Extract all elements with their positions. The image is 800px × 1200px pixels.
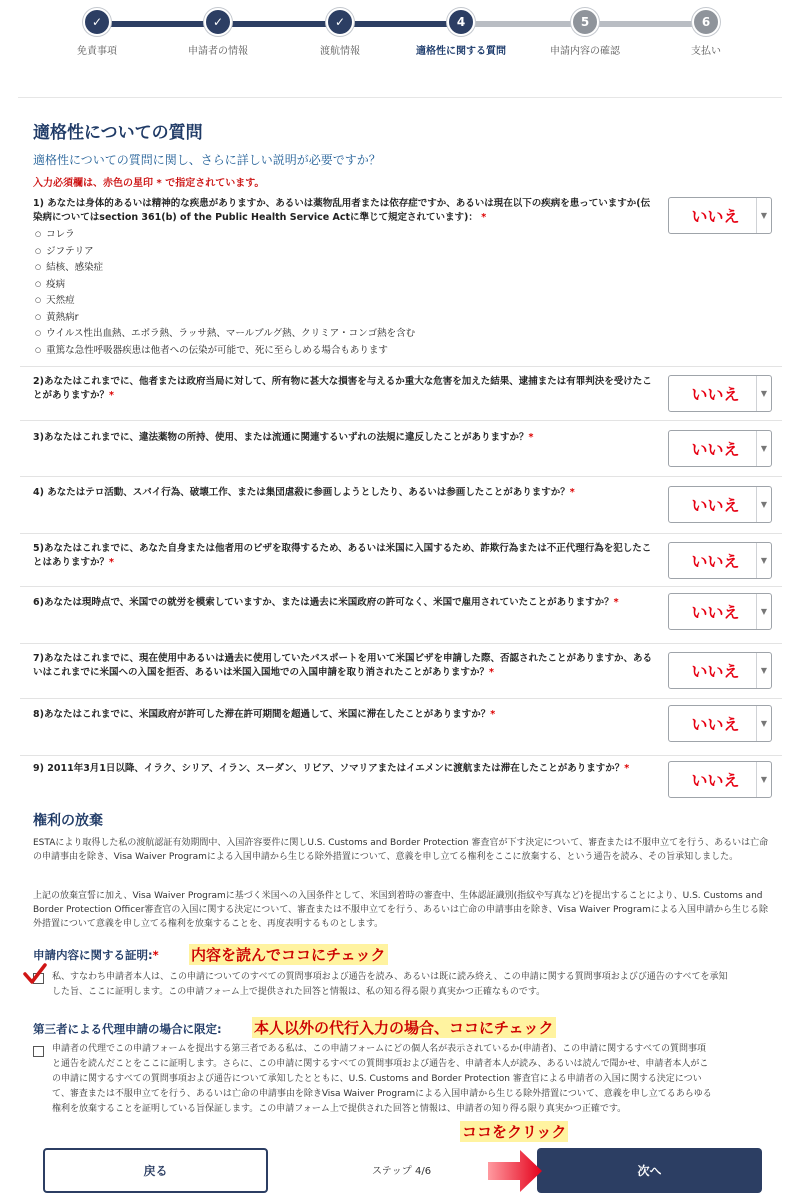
question-3: [33, 431, 658, 445]
disease-list: [33, 227, 658, 359]
divider: [20, 698, 782, 699]
question-text: 9) 2011年3月1日以降、イラク、シリア、イラン、スーダン、リビア、ソマリアまたはイエメンに渡航または滞在したことがありますか？: [33, 763, 625, 774]
divider: [18, 97, 782, 98]
question-text: 8)あなたはこれまでに、米国政府が許可した滞在許可期間を超過して、米国に滞在したことがありますか？: [33, 709, 491, 720]
required-mark: *: [481, 212, 487, 223]
waiver-paragraph-2: 上記の放棄宣誓に加え、Visa Waiver Programに基づく米国への入国条件として、米国到着時の審査中、生体認証識別(指紋や写真など)を提出することにより、U.S. Customs and Border Protection Officer審査官の入国に関する決定について、審査または不服申立てを行う、あるいは亡命の申請事由を除き、Visa Waiver Programによる入国申請から生じる除外措置について意義を申し立てる権利を放棄することを、再度表明するものとします。: [33, 891, 768, 929]
select-value: いいえ: [691, 662, 740, 681]
divider: [20, 420, 782, 421]
answer-select-8[interactable]: [668, 705, 772, 742]
chevron-down-icon: ▼: [756, 762, 771, 797]
question-text: 6)あなたは現時点で、米国での就労を模索していますか、または過去に米国政府の許可なく、米国で雇用されていたことがありますか？: [33, 597, 614, 608]
question-6: [33, 596, 658, 610]
list-item: ○ 結核、感染症: [33, 260, 658, 277]
step-label: 適格性に関する質問: [416, 46, 506, 57]
check-icon: ✓: [326, 8, 354, 36]
select-value: いいえ: [691, 440, 740, 459]
question-text: 5)あなたはこれまでに、あなた自身または他者用のビザを取得するため、あるいは米国に入国するため、詐欺行為または不正代理行為を犯したことはありますか？: [33, 543, 652, 568]
list-item: ○ 疫病: [33, 277, 658, 294]
required-mark: *: [569, 487, 575, 498]
answer-select-6[interactable]: [668, 593, 772, 630]
answer-select-1[interactable]: [668, 197, 772, 234]
required-mark: *: [109, 557, 114, 568]
divider: [20, 755, 782, 756]
divider: [20, 586, 782, 587]
select-value: いいえ: [691, 603, 740, 622]
question-4: [33, 486, 658, 500]
required-mark: *: [152, 948, 159, 962]
answer-select-4[interactable]: [668, 486, 772, 523]
divider: [20, 476, 782, 477]
step-3[interactable]: [280, 8, 400, 57]
question-9: [33, 762, 658, 776]
step-number: 5: [571, 8, 599, 36]
checkmark-icon: [22, 962, 48, 986]
select-value: いいえ: [691, 496, 740, 515]
step-5: [525, 8, 645, 57]
certification-text: 私、すなわち申請者本人は、この申請についてのすべての質問事項および通告を読み、あるいは既に読み終え、この申請に関する質問事項およびび通告のすべてを承知した旨、ここに証明します。この申請フォーム上で提供された回答と情報は、私の知る得る限り真実かつ正確なものです。: [52, 972, 728, 997]
step-label: 申請内容の確認: [550, 46, 620, 57]
chevron-down-icon: ▼: [756, 431, 771, 466]
question-8: [33, 708, 658, 722]
required-note: 入力必須欄は、赤色の星印 * で指定されています。: [33, 178, 265, 189]
waiver-title: 権利の放棄: [33, 813, 103, 829]
back-button[interactable]: 戻る: [43, 1148, 268, 1193]
question-text: 1) あなたは身体的あるいは精神的な疾患がありますか、あるいは薬物乱用者または依存症ですか、あるいは現在以下の疾病を患っていますか(伝染病についてはsection 361(b) of the Public Health Service Actに準じて規定されています)：: [33, 198, 651, 223]
step-2[interactable]: [158, 8, 278, 57]
list-item: ○ コレラ: [33, 227, 658, 244]
question-7: [33, 652, 658, 680]
select-value: いいえ: [691, 552, 740, 571]
step-number: 4: [447, 8, 475, 36]
divider: [20, 366, 782, 367]
chevron-down-icon: ▼: [756, 594, 771, 629]
click-annotation: ココをクリック: [462, 1123, 567, 1141]
question-2: [33, 375, 658, 403]
list-item: ○ 重篤な急性呼吸器疾患は他者への伝染が可能で、死に至らしめる場合もあります: [33, 343, 658, 360]
step-4: [401, 8, 521, 57]
help-link[interactable]: 適格性についての質問に関し、さらに詳しい説明が必要ですか？: [33, 153, 381, 167]
chevron-down-icon: ▼: [756, 543, 771, 578]
chevron-down-icon: ▼: [756, 198, 771, 233]
divider: [20, 643, 782, 644]
list-item: ○ ジフテリア: [33, 244, 658, 261]
question-text: 4) あなたはテロ活動、スパイ行為、破壊工作、または集団虐殺に参画しようとしたり、あるいは参画したことがありますか？: [33, 487, 570, 498]
certification-label: 申請内容に関する証明:: [33, 948, 153, 962]
select-value: いいえ: [691, 385, 740, 404]
answer-select-2[interactable]: [668, 375, 772, 412]
check-icon: ✓: [83, 8, 111, 36]
question-text: 3)あなたはこれまでに、違法薬物の所持、使用、または流通に関連するいずれの法規に違反したことがありますか？: [33, 432, 529, 443]
third-party-text: 申請者の代理でこの申請フォームを提出する第三者である私は、この申請フォームにどの個人名が表示されているか(申請者)、この申請に関するすべての質問事項と通告を読んだことをここに証明します。さらに、この申請に関するすべての質問事項および通告を、申請者本人が読み、あるいは読んで聞かせ、申請者本人がこの申請に関するすべての質問事項および通告について承知したとともに、U.S. Customs and Border Protection 審査官による申請者の入国に関する決定について、審査または不服申立てを行う、あるいは亡命の申請事由を除きVisa Waiver Programによる入国申請から生じる除外措置について、意義を申し立てるあらゆる権利を放棄することを証明している旨保証します。この申請フォーム上で提供された回答と情報は、申請者の知り得る限り真実かつ正確です。: [52, 1044, 712, 1114]
step-1[interactable]: [37, 8, 157, 57]
required-mark: *: [489, 667, 494, 678]
list-item: ○ ウイルス性出血熱、エボラ熱、ラッサ熱、マールブルグ熱、クリミア・コンゴ熱を含む: [33, 326, 658, 343]
step-indicator: ステップ 4/6: [372, 1166, 432, 1177]
chevron-down-icon: ▼: [756, 653, 771, 688]
divider: [20, 533, 782, 534]
waiver-paragraph-1: ESTAにより取得した私の渡航認証有効期間中、入国許容要件に関しU.S. Customs and Border Protection 審査官が下す決定について、審査または不服申立てを行う、あるいは亡命の申請事由を除き、Visa Waiver Programによる入国申請から生じる除外措置について、意義を申し立てる権利をここに放棄する、という通告を読み、その旨承知しました。: [33, 838, 769, 862]
page-title: 適格性についての質問: [33, 123, 203, 143]
step-number: 6: [692, 8, 720, 36]
required-mark: *: [490, 709, 496, 720]
required-mark: *: [624, 763, 630, 774]
progress-stepper: [0, 0, 800, 70]
step-label: 免責事項: [77, 46, 117, 57]
step-label: 支払い: [691, 46, 721, 57]
third-party-annotation: 本人以外の代行入力の場合、ココにチェック: [254, 1019, 554, 1037]
step-label: 渡航情報: [320, 46, 360, 57]
select-value: いいえ: [691, 715, 740, 734]
question-5: [33, 542, 658, 570]
certification-title: [33, 947, 159, 963]
select-value: いいえ: [691, 207, 740, 226]
list-item: ○ 黄熱病r: [33, 310, 658, 327]
question-1: [33, 197, 658, 359]
third-party-title: 第三者による代理申請の場合に限定:: [33, 1022, 222, 1036]
step-6: [646, 8, 766, 57]
next-button[interactable]: 次へ: [537, 1148, 762, 1193]
chevron-down-icon: ▼: [756, 376, 771, 411]
chevron-down-icon: ▼: [756, 487, 771, 522]
certification-annotation: 内容を読んでココにチェック: [191, 946, 386, 964]
third-party-checkbox[interactable]: [33, 1046, 44, 1057]
question-text: 2)あなたはこれまでに、他者または政府当局に対して、所有物に甚大な損害を与えるか重大な危害を加えた結果、逮捕または有罪判決を受けたことがありますか？: [33, 376, 652, 401]
answer-select-7[interactable]: [668, 652, 772, 689]
required-mark: *: [528, 432, 534, 443]
answer-select-3[interactable]: [668, 430, 772, 467]
chevron-down-icon: ▼: [756, 706, 771, 741]
select-value: いいえ: [691, 771, 740, 790]
arrow-right-icon: [486, 1148, 544, 1194]
required-mark: *: [109, 390, 114, 401]
list-item: ○ 天然痘: [33, 293, 658, 310]
check-icon: ✓: [204, 8, 232, 36]
answer-select-9[interactable]: [668, 761, 772, 798]
required-mark: *: [613, 597, 619, 608]
step-label: 申請者の情報: [188, 46, 248, 57]
question-text: 7)あなたはこれまでに、現在使用中あるいは過去に使用していたパスポートを用いて米国ビザを申請した際、否認されたことがありますか、あるいはこれまでに米国への入国を拒否、あるいは米国入国地での入国申請を取り消されたことがありますか？: [33, 653, 652, 678]
answer-select-5[interactable]: [668, 542, 772, 579]
